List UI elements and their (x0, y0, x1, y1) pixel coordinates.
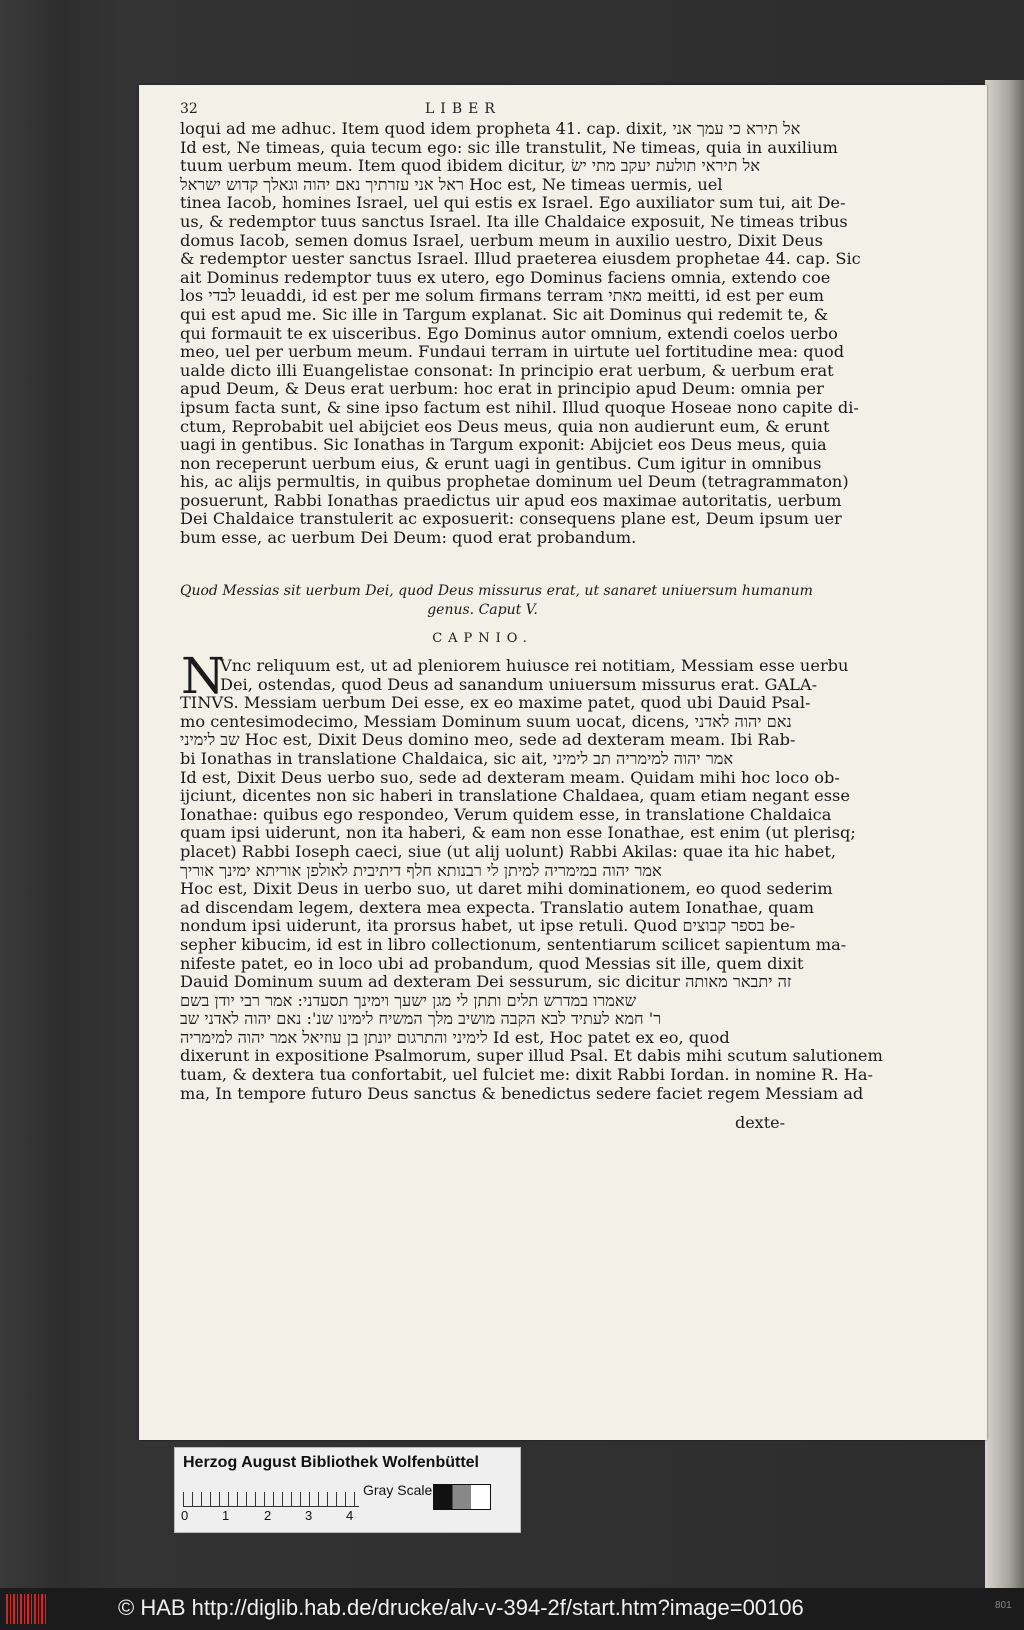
text-line: us, & redemptor tuus sanctus Israel. Ita ille Chaldaice exposuit, Ne timeas tribus (180, 211, 848, 231)
grayscale-label: Gray Scale (363, 1482, 433, 1498)
text-line: posuerunt, Rabbi Ionathas praedictus uir apud eos maximae autoritatis, uerbum (180, 490, 842, 510)
text-line: tuam, & dextera tua confortabit, uel fulciet me: dixit Rabbi Iordan. in nomine R. Ha- (180, 1065, 873, 1085)
text-line: Dei Chaldaice transtulerit ac exposuerit: consequens plane est, Deum ipsum uer (180, 509, 842, 529)
chapter-heading-line: Quod Messias sit uerbum Dei, quod Deus missurus erat, ut sanaret uniuersum humanum (180, 583, 813, 599)
ruler-number: 1 (222, 1508, 230, 1523)
text-line: שב לימיני Hoc est, Dixit Deus domino meo, sede ad dexteram meam. Ibi Rab- (180, 730, 796, 750)
running-title: LIBER (425, 101, 501, 117)
text-line: לימיני והתרגום יונתן בן עוזיאל אמר יהוה למימריה Id est, Hoc patet ex eo, quod (180, 1027, 730, 1047)
text-line: qui est apud me. Sic ille in Targum explanat. Sic ait Dominus qui redemit te, & (180, 304, 829, 324)
text-line: qui formauit te ex uisceribus. Ego Dominus autor omnium, extendi coelos uerbo (180, 323, 838, 343)
chapter-heading (180, 582, 813, 620)
text-line: TINVS. Messiam uerbum Dei esse, ex eo maxime patet, quod ubi Dauid Psal- (180, 693, 811, 713)
text-line: tinea Iacob, homines Israel, uel qui estis ex Israel. Ego auxiliator sum tui, ait De- (180, 193, 846, 213)
facing-page-edge (985, 80, 1024, 1588)
text-line: & redemptor uester sanctus Israel. Illud praeterea eiusdem prophetae 44. cap. Sic (180, 249, 861, 269)
ruler-number: 0 (181, 1508, 189, 1523)
text-line: אמר יהוה במימריה למיתן לי רבנותא חלף דיתיבית לאולפן אוריתא ימינך אוריך (180, 860, 662, 880)
text-line: Hoc est, Dixit Deus in uerbo suo, ut daret mihi dominationem, eo quod sederim (180, 879, 833, 899)
text-line: Id est, Ne timeas, quia tecum ego: sic ille transtulit, Ne timeas, quia in auxilium (180, 137, 838, 157)
text-line: Dauid Dominum suum ad dexteram Dei sessurum, sic dicitur זה יתבאר מאותה (180, 972, 792, 992)
drop-initial: N (181, 647, 225, 705)
text-line: dixerunt in expositione Psalmorum, super illud Psal. Et dabis mihi scutum salutionem (180, 1046, 883, 1066)
text-line: ראל אני עזרתיך נאם יהוה וגאלך קדוש ישראל Hoc est, Ne timeas uermis, uel (180, 174, 723, 194)
footer-marker: 801 (995, 1600, 1012, 1611)
text-block-1 (180, 119, 861, 548)
text-line: placet) Rabbi Ioseph caeci, siue (ut alij uolunt) Rabbi Akilas: quae ita hic habet, (180, 841, 837, 861)
library-name: Herzog August Bibliothek Wolfenbüttel (183, 1454, 479, 1471)
text-line: mo centesimodecimo, Messiam Dominum suum uocat, dicens, נאם יהוה לאדני (180, 711, 792, 731)
text-line: ait Dominus redemptor tuus ex utero, ego Dominus faciens omnia, extendo coe (180, 267, 831, 287)
ruler-number: 4 (346, 1508, 354, 1523)
catchword: dexte- (734, 1113, 785, 1132)
ruler-number: 3 (305, 1508, 313, 1523)
text-line: loqui ad me adhuc. Item quod idem propheta 41. cap. dixit, אל תירא כי עמך אני (180, 119, 801, 138)
text-line: ma, In tempore futuro Deus sanctus & benedictus sedere faciet regem Messiam ad (180, 1083, 864, 1103)
chapter-heading-line: genus. Caput V. (427, 602, 538, 618)
text-line: nifeste patet, eo in loco ubi ad probandum, quod Messias sit ille, quem dixit (180, 953, 804, 973)
page-header (180, 101, 780, 121)
ruler-number: 2 (264, 1508, 272, 1523)
barcode-icon (6, 1594, 46, 1624)
text-line: שאמרו במדרש תלים ותתן לי מגן ישעך וימינך תסעדני: אמר רבי יודן בשם (180, 990, 637, 1010)
text-line: bum esse, ac uerbum Dei Deum: quod erat probandum. (180, 528, 637, 548)
text-line: ר' חמא לעתיד לבא הקבה מושיב מלך המשיח לימינו שנ': נאם יהוה לאדני שב (180, 1009, 662, 1029)
grayscale-patches (433, 1484, 491, 1510)
footer-bar (0, 1588, 1024, 1630)
text-line: los לבדי leuaddi, id est per me solum firmans terram מאתי meitti, id est per eum (180, 286, 824, 306)
text-line: ad discendam legem, dextera mea expecta. Translatio autem Ionathae, quam (180, 897, 814, 917)
text-line: non receperunt uerbum eius, & erunt uagi in gentibus. Cum igitur in omnibus (180, 453, 822, 473)
text-line: domus Iacob, semen domus Israel, uerbum meum in auxilio uestro, Dixit Deus (180, 230, 823, 250)
copyright-url[interactable]: © HAB http://diglib.hab.de/drucke/alv-v-394-2f/start.htm?image=00106 (118, 1595, 804, 1620)
text-line: meo, uel per uerbum meum. Fundaui terram in uirtute uel fortitudine mea: quod (180, 342, 845, 362)
text-line: apud Deum, & Deus erat uerbum: hoc erat in principio apud Deum: omnia per (180, 379, 824, 399)
text-block-2 (180, 656, 883, 1103)
text-line: ualde dicto illi Euangelistae consonat: In principio erat uerbum, & uerbum erat (180, 360, 834, 380)
speaker-name: CAPNIO. (432, 631, 533, 646)
color-target-card (174, 1447, 521, 1533)
text-line: ctum, Reprobabit uel abijciet eos Deus meus, quia non audierunt eum, & erunt (180, 416, 830, 436)
text-line: Vnc reliquum est, ut ad pleniorem huiusce rei notitiam, Messiam esse uerbu (220, 656, 849, 675)
text-line: ipsum facta sunt, & sine ipso factum est nihil. Illud quoque Hoseae nono capite di- (180, 397, 859, 417)
page-number: 32 (180, 101, 198, 117)
text-line: sepher kibucim, id est in libro collectionum, sententiarum scilicet sapientum ma- (180, 934, 847, 954)
text-line: Ionathae: quibus ego respondeo, Verum quidem esse, in translatione Chaldaica (180, 804, 832, 824)
text-line: quam ipsi uiderunt, non ita haberi, & eam non esse Ionathae, est enim (ut plerisq; (180, 823, 856, 843)
text-line: bi Ionathas in translatione Chaldaica, sic ait, אמר יהוה למימריה תב לימיני (180, 748, 734, 768)
text-line: tuum uerbum meum. Item quod ibidem dicitur, אל תיראי תולעת יעקב מתי ישׂ (180, 156, 760, 176)
text-line: Dei, ostendas, quod Deus ad sanandum uniuersum missurus erat. GALA- (220, 674, 818, 694)
scale-ruler (183, 1482, 359, 1507)
text-line: uagi in gentibus. Sic Ionathas in Targum exponit: Abijciet eos Deus meus, quia (180, 435, 827, 455)
text-line: Id est, Dixit Deus uerbo suo, sede ad dexteram meam. Quidam mihi hoc loco ob- (180, 767, 840, 787)
text-line: nondum ipsi uiderunt, ita prorsus habet, ut ipse retuli. Quod בספר קבוצים be- (180, 916, 796, 936)
text-line: his, ac alijs permultis, in quibus prophetae dominum uel Deum (tetragrammaton) (180, 472, 849, 492)
text-line: ijciunt, dicentes non sic haberi in translatione Chaldaea, quam etiam negant esse (180, 786, 850, 806)
